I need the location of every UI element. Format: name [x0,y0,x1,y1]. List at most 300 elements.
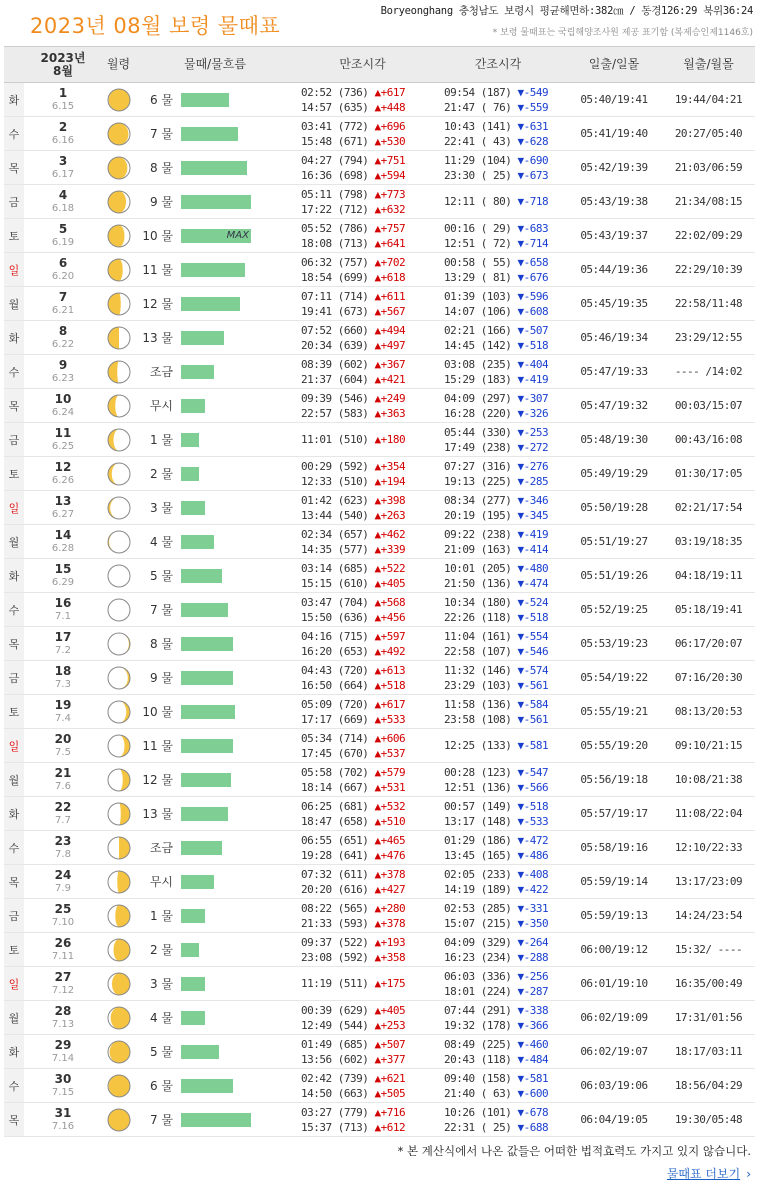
low-tide-entry [444,697,566,712]
low-tide-entry [444,255,566,270]
flow-bar [181,705,235,719]
tide-table [4,46,755,1137]
low-tide-entry [444,289,566,304]
high-tide-diff: ▲+339 [374,542,406,556]
flow-bar-track [181,705,269,719]
low-tide-entry [444,1052,566,1067]
flow-bar [181,1011,205,1025]
flow-bar [181,637,233,651]
tide-flow-cell [135,865,295,899]
moon-phase-icon [107,836,131,860]
moon-phase-cell [102,151,135,185]
location-info: Boryeonghang 충청남도 보령시 평균해면하:382㎝ / 동경126:29 북위36:24 [380,5,753,17]
tide-flow-cell [135,491,295,525]
high-tide-time: 03:14 (685) [301,561,369,575]
tide-name: 13 물 [142,331,173,345]
sunrise-sunset: 05:47/19:33 [566,355,662,389]
low-tide-cell [430,627,566,661]
low-tide-entry [444,678,566,693]
high-tide-entry [301,950,430,965]
moonrise-moonset: 19:44/04:21 [662,83,755,117]
high-tide-entry [301,527,430,542]
low-tide-entry [444,100,566,115]
lunar-date: 6.21 [51,304,75,316]
source-note: * 보령 물때표는 국립해양조사원 제공 표기함 (복제승인제1146호) [492,28,753,38]
solar-date: 14 [54,527,72,542]
high-tide-time: 17:45 (670) [301,746,369,760]
day-of-week: 토 [4,457,24,491]
moonrise-moonset: 22:29/10:39 [662,253,755,287]
tide-table-header [4,47,755,83]
low-tide-entry [444,1086,566,1101]
high-tide-time: 23:08 (592) [301,950,369,964]
day-of-week: 월 [4,763,24,797]
flow-bar-track [181,535,269,549]
moon-phase-cell [102,355,135,389]
high-tide-entry [301,882,430,897]
date-cell [24,1001,102,1035]
low-tide-cell [430,593,566,627]
tide-name: 6 물 [149,93,173,107]
low-tide-cell [430,1001,566,1035]
table-row [4,355,755,389]
table-row [4,661,755,695]
date-cell [24,933,102,967]
high-tide-diff: ▲+378 [374,867,406,881]
moon-phase-cell [102,559,135,593]
moonrise-moonset: 08:13/20:53 [662,695,755,729]
flow-bar [181,467,199,481]
moonrise-moonset: 18:17/03:11 [662,1035,755,1069]
sunrise-sunset: 05:49/19:29 [566,457,662,491]
low-tide-entry [444,916,566,931]
low-tide-entry [444,391,566,406]
low-tide-entry [444,493,566,508]
header-high-tide: 만조시각 [295,47,430,83]
low-tide-time: 02:21 (166) [444,323,512,337]
moon-phase-cell [102,117,135,151]
day-of-week: 화 [4,559,24,593]
high-tide-time: 01:42 (623) [301,493,369,507]
high-tide-entry [301,629,430,644]
solar-date: 6 [58,255,68,270]
moon-phase-cell [102,321,135,355]
high-tide-time: 11:19 (511) [301,977,369,990]
flow-bar [181,671,233,685]
high-tide-entry [301,255,430,270]
high-tide-cell [295,457,430,491]
low-tide-time: 07:27 (316) [444,459,512,473]
header-date-label [24,52,102,78]
lunar-date: 7.14 [51,1052,75,1064]
low-tide-diff: ▼-276 [517,459,549,473]
moon-phase-icon [107,972,131,996]
flow-bar-track [181,93,269,107]
high-tide-time: 03:41 (772) [301,119,369,133]
low-tide-entry [444,406,566,421]
high-tide-entry [301,289,430,304]
moon-phase-icon [107,462,131,486]
high-tide-time: 09:39 (546) [301,391,369,405]
high-tide-time: 03:47 (704) [301,595,369,609]
high-tide-time: 04:27 (794) [301,153,369,167]
high-tide-entry [301,1003,430,1018]
lunar-date: 7.6 [55,780,71,792]
flow-bar [181,841,222,855]
solar-date: 20 [54,731,72,746]
tide-name: 5 물 [149,1045,173,1059]
solar-date: 5 [58,221,68,236]
low-tide-diff: ▼-714 [517,236,549,250]
lunar-date: 7.5 [55,746,71,758]
lunar-date: 6.27 [51,508,75,520]
moon-phase-cell [102,185,135,219]
day-of-week: 월 [4,1001,24,1035]
high-tide-time: 05:58 (702) [301,765,369,779]
low-tide-entry [444,969,566,984]
low-tide-time: 21:50 (136) [444,576,512,590]
high-tide-cell [295,151,430,185]
date-cell [24,219,102,253]
flow-bar-track [181,943,269,957]
low-tide-time: 09:40 (158) [444,1071,512,1085]
lunar-date: 6.26 [51,474,75,486]
table-row [4,253,755,287]
low-tide-cell [430,559,566,593]
high-tide-cell [295,321,430,355]
tide-flow-cell [135,389,295,423]
tide-name: 11 물 [142,739,173,753]
low-tide-diff: ▼-253 [517,425,549,439]
low-tide-diff: ▼-533 [517,814,549,828]
date-cell [24,117,102,151]
high-tide-time: 14:50 (663) [301,1086,369,1100]
flow-bar-track [181,603,269,617]
high-tide-cell [295,83,430,117]
lunar-date: 7.16 [51,1120,75,1132]
lunar-date: 7.11 [51,950,75,962]
flow-bar-track [181,977,269,991]
high-tide-time: 14:35 (577) [301,542,369,556]
day-of-week: 목 [4,389,24,423]
tide-flow-cell [135,729,295,763]
high-tide-diff: ▲+568 [374,595,406,609]
day-of-week: 목 [4,1103,24,1137]
high-tide-diff: ▲+612 [374,1120,406,1134]
lunar-date: 6.20 [51,270,75,282]
high-tide-diff: ▲+354 [374,459,406,473]
flow-bar [181,603,228,617]
high-tide-diff: ▲+632 [374,202,406,216]
low-tide-diff: ▼-718 [517,195,549,208]
low-tide-cell [430,185,566,219]
high-tide-entry [301,459,430,474]
date-cell [24,525,102,559]
high-tide-entry [301,935,430,950]
low-tide-time: 06:03 (336) [444,969,512,983]
high-tide-diff: ▲+702 [374,255,406,269]
sunrise-sunset: 06:04/19:05 [566,1103,662,1137]
moon-phase-cell [102,831,135,865]
low-tide-diff: ▼-631 [517,119,549,133]
solar-date: 17 [54,629,72,644]
flow-bar-track [181,501,269,515]
low-tide-time: 22:26 (118) [444,610,512,624]
low-tide-diff: ▼-408 [517,867,549,881]
low-tide-diff: ▼-350 [517,916,549,930]
tide-name: 7 물 [149,1113,173,1127]
low-tide-entry [444,119,566,134]
low-tide-entry [444,357,566,372]
moonrise-moonset: 15:32/ ---- [662,933,755,967]
moonrise-moonset: 00:43/16:08 [662,423,755,457]
tide-flow-cell [135,661,295,695]
high-tide-entry [301,304,430,319]
low-tide-diff: ▼-518 [517,338,549,352]
table-row [4,287,755,321]
low-tide-time: 15:29 (183) [444,372,512,386]
low-tide-diff: ▼-566 [517,780,549,794]
high-tide-cell [295,593,430,627]
table-row [4,559,755,593]
high-tide-time: 05:09 (720) [301,697,369,711]
high-tide-diff: ▲+263 [374,508,406,522]
solar-date: 13 [54,493,72,508]
table-row [4,423,755,457]
flow-bar-track [181,399,269,413]
moon-phase-cell [102,253,135,287]
table-row [4,389,755,423]
moonrise-moonset: 03:19/18:35 [662,525,755,559]
table-row [4,933,755,967]
high-tide-diff: ▲+618 [374,270,406,284]
low-tide-time: 12:51 ( 72) [444,236,512,250]
date-cell [24,729,102,763]
low-tide-cell [430,321,566,355]
more-tide-link[interactable] [667,1165,751,1182]
low-tide-diff: ▼-546 [517,644,549,658]
high-tide-diff: ▲+175 [374,977,406,990]
high-tide-cell [295,865,430,899]
low-tide-diff: ▼-419 [517,527,549,541]
table-row [4,797,755,831]
high-tide-time: 06:55 (651) [301,833,369,847]
high-tide-cell [295,525,430,559]
high-tide-diff: ▲+492 [374,644,406,658]
table-row [4,321,755,355]
table-row [4,695,755,729]
solar-date: 8 [58,323,68,338]
sunrise-sunset: 05:59/19:13 [566,899,662,933]
high-tide-time: 15:50 (636) [301,610,369,624]
low-tide-entry [444,950,566,965]
sunrise-sunset: 05:52/19:25 [566,593,662,627]
flow-bar-track [181,331,269,345]
date-cell [24,151,102,185]
sunrise-sunset: 05:59/19:14 [566,865,662,899]
tide-name: 6 물 [149,1079,173,1093]
low-tide-diff: ▼-264 [517,935,549,949]
flow-bar [181,263,245,277]
low-tide-diff: ▼-554 [517,629,549,643]
high-tide-entry [301,833,430,848]
high-tide-diff: ▲+253 [374,1018,406,1032]
low-tide-entry [444,644,566,659]
tide-name: 2 물 [149,467,173,481]
tide-name: 7 물 [149,127,173,141]
low-tide-time: 03:08 (235) [444,357,512,371]
moon-phase-icon [107,1040,131,1064]
low-tide-time: 17:49 (238) [444,440,512,454]
sunrise-sunset: 05:55/19:20 [566,729,662,763]
high-tide-diff: ▲+405 [374,576,406,590]
high-tide-entry [301,1086,430,1101]
high-tide-time: 21:33 (593) [301,916,369,930]
moon-phase-icon [107,1108,131,1132]
lunar-date: 6.28 [51,542,75,554]
tide-name: 8 물 [149,637,173,651]
high-tide-entry [301,867,430,882]
high-tide-cell [295,661,430,695]
low-tide-entry [444,935,566,950]
flow-bar-track [181,807,269,821]
moon-phase-cell [102,967,135,1001]
solar-date: 19 [54,697,72,712]
more-tide-link-label: 물때표 더보기 [666,1167,741,1181]
high-tide-entry [301,644,430,659]
low-tide-diff: ▼-484 [517,1052,549,1066]
lunar-date: 6.15 [51,100,75,112]
tide-flow-cell [135,593,295,627]
header-date-line: 8월 [53,63,73,78]
high-tide-cell [295,1103,430,1137]
table-row [4,491,755,525]
sunrise-sunset: 06:00/19:12 [566,933,662,967]
high-tide-time: 11:01 (510) [301,433,369,446]
moon-phase-cell [102,1035,135,1069]
flow-bar [181,535,214,549]
high-tide-time: 02:42 (739) [301,1071,369,1085]
high-tide-time: 04:16 (715) [301,629,369,643]
low-tide-time: 22:31 ( 25) [444,1120,512,1134]
header-date [24,47,102,83]
sunrise-sunset: 05:44/19:36 [566,253,662,287]
high-tide-cell [295,729,430,763]
low-tide-cell [430,1069,566,1103]
high-tide-time: 00:39 (629) [301,1003,369,1017]
moon-phase-cell [102,593,135,627]
low-tide-entry [444,474,566,489]
tide-flow-cell [135,695,295,729]
tide-flow-cell [135,253,295,287]
moon-phase-cell [102,457,135,491]
low-tide-cell [430,253,566,287]
low-tide-diff: ▼-288 [517,950,549,964]
date-cell [24,695,102,729]
moon-phase-icon [107,156,131,180]
high-tide-cell [295,1035,430,1069]
lunar-date: 7.8 [55,848,71,860]
high-tide-entry [301,697,430,712]
tide-name: 2 물 [149,943,173,957]
low-tide-entry [444,508,566,523]
high-tide-cell [295,1001,430,1035]
low-tide-diff: ▼-272 [517,440,549,454]
low-tide-diff: ▼-561 [517,678,549,692]
moon-phase-icon [107,1006,131,1030]
high-tide-diff: ▲+180 [374,433,406,446]
sunrise-sunset: 05:47/19:32 [566,389,662,423]
flow-bar-track [181,569,269,583]
tide-flow-cell [135,1035,295,1069]
low-tide-entry [444,799,566,814]
low-tide-entry [444,814,566,829]
tide-name: 3 물 [149,501,173,515]
day-of-week: 일 [4,729,24,763]
high-tide-diff: ▲+377 [374,1052,406,1066]
high-tide-cell [295,627,430,661]
flow-bar-track [181,467,269,481]
low-tide-time: 00:28 (123) [444,765,512,779]
high-tide-entry [301,474,430,489]
flow-bar [181,297,240,311]
high-tide-entry [301,1105,430,1120]
high-tide-entry [301,338,430,353]
sunrise-sunset: 05:53/19:23 [566,627,662,661]
flow-bar [181,331,224,345]
high-tide-entry [301,406,430,421]
table-row [4,967,755,1001]
high-tide-diff: ▲+530 [374,134,406,148]
sunrise-sunset: 05:50/19:28 [566,491,662,525]
low-tide-diff: ▼-338 [517,1003,549,1017]
table-row [4,1035,755,1069]
low-tide-time: 19:13 (225) [444,474,512,488]
high-tide-cell [295,117,430,151]
low-tide-time: 23:58 (108) [444,712,512,726]
flow-bar-track [181,773,269,787]
high-tide-diff: ▲+617 [374,697,406,711]
sunrise-sunset: 05:57/19:17 [566,797,662,831]
high-tide-diff: ▲+193 [374,935,406,949]
sunrise-sunset: 06:02/19:09 [566,1001,662,1035]
header-date-line: 2023년 [40,50,86,65]
date-cell [24,831,102,865]
low-tide-entry [444,440,566,455]
low-tide-entry [444,304,566,319]
solar-date: 7 [58,289,68,304]
tide-name: 무시 [149,399,173,413]
tide-flow-cell [135,525,295,559]
high-tide-entry [301,610,430,625]
high-tide-time: 19:41 (673) [301,304,369,318]
low-tide-time: 08:49 (225) [444,1037,512,1051]
moonrise-moonset: 11:08/22:04 [662,797,755,831]
high-tide-time: 06:25 (681) [301,799,369,813]
low-tide-entry [444,629,566,644]
moonrise-moonset: 23:29/12:55 [662,321,755,355]
tide-flow-cell [135,763,295,797]
high-tide-diff: ▲+462 [374,527,406,541]
low-tide-time: 23:30 ( 25) [444,168,512,182]
solar-date: 4 [58,187,68,202]
sunrise-sunset: 05:54/19:22 [566,661,662,695]
flow-bar [181,399,205,413]
high-tide-time: 02:34 (657) [301,527,369,541]
high-tide-entry [301,561,430,576]
day-of-week: 토 [4,933,24,967]
moon-phase-icon [107,1074,131,1098]
